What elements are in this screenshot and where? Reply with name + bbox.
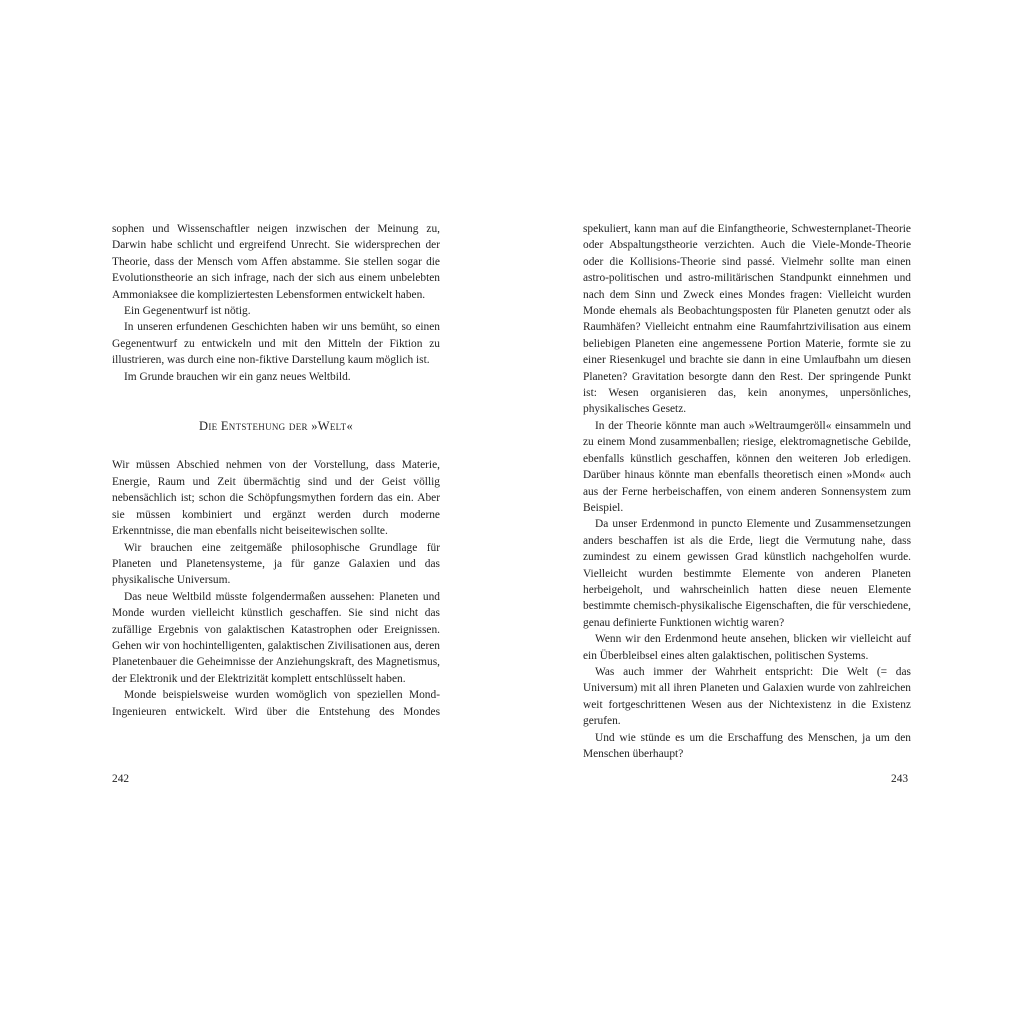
right-page — [583, 221, 911, 762]
left-paragraph-6: Wir brauchen eine zeitgemäße philosophische Grundlage für Planeten und Planetensysteme, ja für ganze Galaxien und das physikalische Universum. — [112, 541, 440, 587]
left-paragraph-7: Das neue Weltbild müsste folgendermaßen aussehen: Planeten und Monde wurden vielleicht künstlich geschaffen. Sie sind nicht das zufällige Ergebnis von galaktischen Katastrophen oder Ereignissen. Gehen wir von hochintelligenten, galaktischen Zivilisationen aus, deren Planetenbauer die Geheimnisse der Anziehungskraft, des Magnetismus, der Elektronik und der Elektrizität komplett entschlüsselt haben. — [112, 590, 440, 685]
right-paragraph-6: Und wie stünde es um die Erschaffung des Menschen, ja um den Menschen überhaupt? — [583, 731, 911, 760]
left-paragraph-1: sophen und Wissenschaftler neigen inzwischen der Meinung zu, Darwin habe schlicht und ergreifend Unrecht. Sie widersprechen der Theorie, dass der Mensch vom Affen abstamme. Sie stellen sogar die Evolutionstheorie an sich infrage, nach der sich aus einem unbelebten Ammoniaksee die kompliziertesten Lebensformen entwickelt haben. — [112, 223, 440, 301]
left-paragraph-8: Monde beispielsweise wurden womöglich von speziellen Mond-Ingenieuren entwickelt. Wird über die Entstehung des Mondes — [112, 689, 440, 718]
left-paragraph-3: In unseren erfundenen Geschichten haben wir uns bemüht, so einen Gegenentwurf zu entwickeln und mit den Mitteln der Fiktion zu illustrieren, was durch eine non-fiktive Darstellung kaum möglich ist. — [112, 321, 440, 367]
left-page — [112, 221, 440, 720]
section-heading: Die Entstehung der »Welt« — [199, 419, 353, 434]
right-paragraph-1: spekuliert, kann man auf die Einfangtheorie, Schwesternplanet-Theorie oder Abspaltungstheorie verzichten. Auch die Viele-Monde-Theorie oder die Kollisions-Theorie sind passé. Vielmehr sollte man einen astro-politischen und astro-militärischen Standpunkt einnehmen und nach dem Sinn und Zweck eines Mondes fragen: Vielleicht wurden Monde ehemals als Beobachtungsposten für Planeten genutzt oder als Raumhäfen? Vielleicht entnahm eine Raumfahrtzivilisation aus einem beliebigen Planeten eine angemessene Portion Materie, formte sie zu einer Riesenkugel und brachte sie dann in eine Umlaufbahn um diesen Planeten? Gravitation besorgte dann den Rest. Der springende Punkt ist: Wesen organisieren das, kein anonymes, unpersönliches, physikalisches Gesetz. — [583, 223, 911, 416]
right-paragraph-5: Was auch immer der Wahrheit entspricht: Die Welt (= das Universum) mit all ihren Planeten und Galaxien wurde von zahlreichen weit fortgeschrittenen Wesen aus der Nichtexistenz in die Existenz gerufen. — [583, 665, 911, 728]
left-paragraph-2: Ein Gegenentwurf ist nötig. — [124, 305, 251, 318]
page-number-left: 242 — [112, 773, 130, 785]
right-paragraph-4: Wenn wir den Erdenmond heute ansehen, blicken wir vielleicht auf ein Überbleibsel eines alten galaktischen, politischen Systems. — [583, 633, 911, 662]
left-paragraph-5: Wir müssen Abschied nehmen von der Vorstellung, dass Materie, Energie, Raum und Zeit übermächtig sind und der Geist völlig nebensächlich ist; schon die Schöpfungsmythen fordern das ein. Aber sie müssen kombiniert und ergänzt werden durch moderne Erkenntnisse, die man ebenfalls nicht beiseitewischen sollte. — [112, 459, 440, 538]
page-number-right: 243 — [891, 773, 909, 785]
right-paragraph-2: In der Theorie könnte man auch »Weltraumgeröll« einsammeln und zu einem Mond zusammenballen; riesige, elektromagnetische Gebilde, ebenfalls künstlich geschaffen, können den weiteren Job erledigen. Darüber hinaus könnte man ebenfalls theoretisch einen »Mond« auch aus der Ferne herbeischaffen, von einem anderen Sonnensystem zum Beispiel. — [583, 419, 911, 514]
right-paragraph-3: Da unser Erdenmond in puncto Elemente und Zusammensetzungen anders beschaffen ist als die Erde, liegt die Vermutung nahe, dass zumindest zu einem gewissen Grad künstlich nachgeholfen wurde. Vielleicht wurden bestimmte Elemente von anderen Planeten herbeigeholt, und wahrscheinlich hatten diese neuen Elemente bestimmte chemisch-physikalische Eigenschaften, die für verschiedene, genau definierte Funktionen wichtig waren? — [583, 518, 911, 629]
left-paragraph-4: Im Grunde brauchen wir ein ganz neues Weltbild. — [124, 370, 351, 383]
